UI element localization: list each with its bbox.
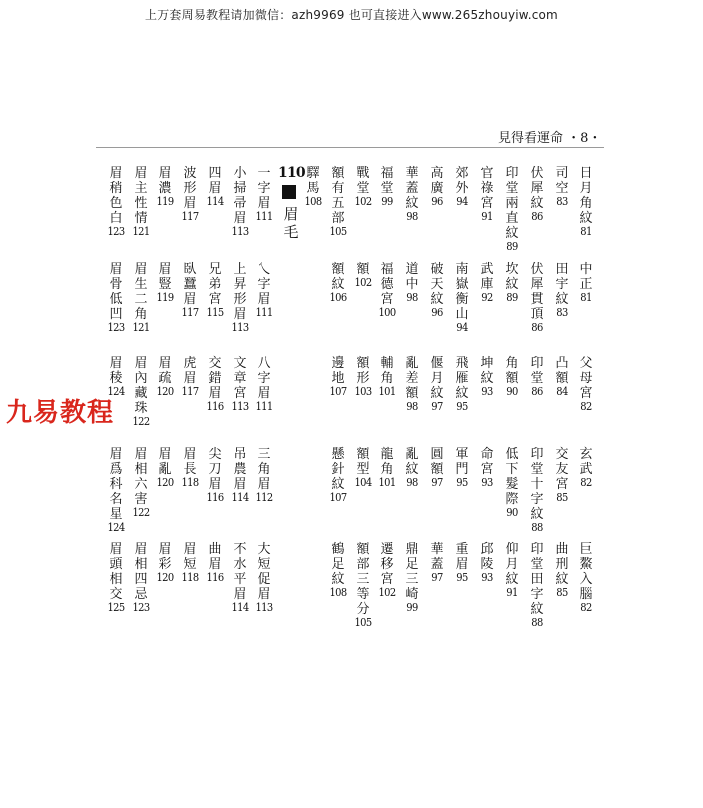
toc-entry-page: 124 <box>107 521 125 534</box>
toc-entry-title: 武 庫 <box>480 262 494 292</box>
toc-entry <box>154 356 176 398</box>
toc-entry <box>526 542 548 629</box>
toc-entry-title: 眉 彩 <box>158 542 172 572</box>
toc-entry-page: 101 <box>378 476 396 489</box>
toc-entry-title: 眉 濃 <box>158 166 172 196</box>
toc-entry-page: 95 <box>456 476 468 489</box>
toc-entry-title: 交 友 宮 <box>555 447 569 492</box>
toc-entry-page: 113 <box>231 225 249 238</box>
toc-entry-page: 86 <box>531 321 543 334</box>
toc-entry-title: 圓 額 <box>430 447 444 477</box>
toc-entry-page: 119 <box>156 291 174 304</box>
toc-entry-title: 額 部 三 等 分 <box>356 542 370 617</box>
toc-entry-page: 100 <box>378 306 396 319</box>
toc-entry-page: 116 <box>206 571 224 584</box>
toc-entry-title: 交 錯 眉 <box>208 356 222 401</box>
toc-entry-title: 不 水 平 眉 <box>233 542 247 602</box>
toc-entry-title: 眉 稍 色 白 <box>109 166 123 226</box>
toc-entry-title: 華 蓋 <box>430 542 444 572</box>
toc-entry-page: 108 <box>329 586 347 599</box>
toc-entry-page: 81 <box>580 225 592 238</box>
toc-entry-title: 郊 外 <box>455 166 469 196</box>
toc-entry-title: 鶴 足 紋 <box>331 542 345 587</box>
toc-entry-title: 印 堂 十 字 紋 <box>530 447 544 522</box>
toc-entry <box>476 542 498 584</box>
toc-entry-page: 116 <box>206 400 224 413</box>
toc-entry-title: 眉 主 性 情 <box>134 166 148 226</box>
toc-entry-title: 邱 陵 <box>480 542 494 572</box>
toc-entry-title: 眉 稜 <box>109 356 123 386</box>
toc-entry <box>426 447 448 489</box>
toc-entry-page: 83 <box>556 306 568 319</box>
toc-entry-title: 鼎 足 三 崎 <box>405 542 419 602</box>
toc-entry <box>204 166 226 208</box>
toc-entry-page: 118 <box>181 571 199 584</box>
toc-entry-title: 飛 雁 紋 <box>455 356 469 401</box>
toc-entry-title: 眉 相 六 害 <box>134 447 148 507</box>
toc-entry <box>376 447 398 489</box>
toc-entry <box>179 356 201 398</box>
toc-entry-title: 懸 針 紋 <box>331 447 345 492</box>
toc-entry-page: 111 <box>255 306 273 319</box>
toc-entry-page: 99 <box>381 195 393 208</box>
toc-entry-title: 眉 頭 相 交 <box>109 542 123 602</box>
toc-entry <box>179 447 201 489</box>
toc-entry-title: 眉 相 四 忌 <box>134 542 148 602</box>
toc-entry-page: 86 <box>531 210 543 223</box>
toc-entry <box>302 166 324 208</box>
toc-entry-page: 107 <box>329 385 347 398</box>
toc-entry-page: 91 <box>506 586 518 599</box>
chapter-number: 110 <box>278 165 305 181</box>
toc-entry <box>352 447 374 489</box>
toc-entry-title: 乀 字 眉 <box>257 262 271 307</box>
toc-entry-title: 眉 內 藏 珠 <box>134 356 148 416</box>
toc-entry-title: 尖 刀 眉 <box>208 447 222 492</box>
toc-entry-title: 眉 生 二 角 <box>134 262 148 322</box>
toc-entry-page: 83 <box>556 195 568 208</box>
toc-entry-title: 四 眉 <box>208 166 222 196</box>
toc-entry-page: 106 <box>329 291 347 304</box>
toc-entry-page: 89 <box>506 240 518 253</box>
toc-entry-page: 98 <box>406 291 418 304</box>
toc-entry-page: 96 <box>431 195 443 208</box>
toc-entry-title: 坤 紋 <box>480 356 494 386</box>
toc-entry <box>551 356 573 398</box>
toc-entry-page: 90 <box>506 506 518 519</box>
toc-entry <box>401 447 423 489</box>
toc-entry-page: 102 <box>354 195 372 208</box>
toc-entry-title: 上 昇 形 眉 <box>233 262 247 322</box>
toc-entry <box>526 356 548 398</box>
header-rule <box>96 147 604 148</box>
toc-entry-page: 94 <box>456 195 468 208</box>
toc-entry <box>451 447 473 489</box>
toc-entry-title: 伏 犀 貫 頂 <box>530 262 544 322</box>
toc-entry-page: 114 <box>206 195 224 208</box>
toc-entry <box>401 542 423 614</box>
toc-entry-page: 115 <box>206 306 224 319</box>
toc-entry <box>501 356 523 398</box>
toc-entry-title: 官 祿 宮 <box>480 166 494 211</box>
toc-entry <box>229 542 251 614</box>
toc-entry <box>376 262 398 319</box>
toc-entry-title: 伏 犀 紋 <box>530 166 544 211</box>
toc-entry-page: 93 <box>481 571 493 584</box>
toc-entry-title: 文 章 宮 <box>233 356 247 401</box>
toc-entry <box>551 542 573 599</box>
toc-entry-page: 121 <box>132 225 150 238</box>
toc-entry-page: 85 <box>556 491 568 504</box>
toc-entry-title: 玄 武 <box>579 447 593 477</box>
toc-entry-title: 虎 眉 <box>183 356 197 386</box>
toc-entry-title: 軍 門 <box>455 447 469 477</box>
toc-entry-page: 84 <box>556 385 568 398</box>
toc-entry-page: 119 <box>156 195 174 208</box>
toc-entry <box>476 447 498 489</box>
toc-entry-title: 破 天 紋 <box>430 262 444 307</box>
toc-entry-page: 113 <box>255 601 273 614</box>
toc-entry-title: 眉 豎 <box>158 262 172 292</box>
toc-entry <box>401 356 423 413</box>
toc-entry-title: 三 角 眉 <box>257 447 271 492</box>
toc-entry <box>526 166 548 223</box>
toc-entry-page: 95 <box>456 400 468 413</box>
toc-entry <box>105 542 127 614</box>
toc-entry <box>551 166 573 208</box>
toc-entry <box>179 262 201 319</box>
toc-entry <box>253 166 275 223</box>
toc-entry-title: 日 月 角 紋 <box>579 166 593 226</box>
toc-entry <box>229 166 251 238</box>
toc-entry <box>575 356 597 413</box>
toc-entry-title: 坎 紋 <box>505 262 519 292</box>
toc-entry <box>154 542 176 584</box>
toc-entry <box>327 542 349 599</box>
toc-entry-page: 111 <box>255 400 273 413</box>
toc-entry <box>501 262 523 304</box>
toc-entry-page: 117 <box>181 385 199 398</box>
toc-entry-page: 82 <box>580 601 592 614</box>
toc-entry-title: 命 宮 <box>480 447 494 477</box>
toc-entry <box>526 262 548 334</box>
toc-entry-title: 龍 角 <box>380 447 394 477</box>
toc-entry-page: 114 <box>231 601 249 614</box>
toc-entry <box>476 262 498 304</box>
toc-entry <box>253 356 275 413</box>
toc-entry-page: 90 <box>506 385 518 398</box>
toc-entry-page: 91 <box>481 210 493 223</box>
toc-entry-title: 福 堂 <box>380 166 394 196</box>
toc-entry-page: 86 <box>531 385 543 398</box>
toc-entry-title: 福 德 宮 <box>380 262 394 307</box>
toc-entry-page: 98 <box>406 476 418 489</box>
toc-entry <box>229 447 251 504</box>
toc-entry-page: 107 <box>329 491 347 504</box>
toc-entry <box>204 542 226 584</box>
toc-entry <box>154 262 176 304</box>
toc-entry-page: 113 <box>231 400 249 413</box>
toc-entry <box>376 356 398 398</box>
toc-entry <box>426 166 448 208</box>
toc-entry <box>253 542 275 614</box>
toc-entry-page: 97 <box>431 476 443 489</box>
toc-entry <box>229 356 251 413</box>
toc-entry <box>551 447 573 504</box>
chapter-marker-square <box>282 185 296 199</box>
toc-entry <box>501 542 523 599</box>
toc-entry <box>575 447 597 489</box>
toc-entry-title: 亂 差 額 <box>405 356 419 401</box>
toc-entry-title: 波 形 眉 <box>183 166 197 211</box>
toc-entry-title: 戰 堂 <box>356 166 370 196</box>
toc-entry-page: 112 <box>255 491 273 504</box>
toc-entry-title: 額 紋 <box>331 262 345 292</box>
toc-entry-title: 眉 骨 低 凹 <box>109 262 123 322</box>
toc-entry-title: 額 有 五 部 <box>331 166 345 226</box>
toc-entry-title: 南 嶽 衡 山 <box>455 262 469 322</box>
toc-entry-page: 120 <box>156 571 174 584</box>
toc-entry-title: 八 字 眉 <box>257 356 271 401</box>
toc-entry-title: 道 中 <box>405 262 419 292</box>
toc-entry-title: 印 堂 田 字 紋 <box>530 542 544 617</box>
toc-entry-page: 123 <box>107 225 125 238</box>
toc-entry <box>426 542 448 584</box>
toc-entry-page: 92 <box>481 291 493 304</box>
toc-entry-page: 82 <box>580 476 592 489</box>
toc-entry-page: 98 <box>406 210 418 223</box>
toc-entry-page: 123 <box>132 601 150 614</box>
watermark-logo: 九易教程 <box>6 398 115 428</box>
toc-entry-page: 120 <box>156 476 174 489</box>
toc-entry-page: 94 <box>456 321 468 334</box>
toc-entry <box>352 166 374 208</box>
toc-entry-page: 105 <box>329 225 347 238</box>
toc-entry <box>327 447 349 504</box>
toc-entry-page: 104 <box>354 476 372 489</box>
toc-entry <box>451 166 473 208</box>
toc-entry-page: 120 <box>156 385 174 398</box>
toc-entry-page: 82 <box>580 400 592 413</box>
toc-entry-title: 眉 亂 <box>158 447 172 477</box>
toc-entry-page: 95 <box>456 571 468 584</box>
toc-entry-page: 113 <box>231 321 249 334</box>
toc-entry-title: 低 下 髮 際 <box>505 447 519 507</box>
toc-entry-title: 巨 鰲 入 腦 <box>579 542 593 602</box>
toc-entry <box>501 447 523 519</box>
toc-entry <box>575 542 597 614</box>
toc-entry-title: 大 短 促 眉 <box>257 542 271 602</box>
toc-entry-title: 印 堂 <box>530 356 544 386</box>
toc-entry <box>253 447 275 504</box>
toc-entry <box>253 262 275 319</box>
toc-entry-title: 中 正 <box>579 262 593 292</box>
toc-entry-title: 田 宇 紋 <box>555 262 569 307</box>
toc-entry <box>204 447 226 504</box>
toc-entry-title: 重 眉 <box>455 542 469 572</box>
toc-entry-page: 93 <box>481 476 493 489</box>
toc-entry-page: 117 <box>181 306 199 319</box>
toc-entry-title: 邊 地 <box>331 356 345 386</box>
toc-entry-title: 遷 移 宮 <box>380 542 394 587</box>
toc-entry-title: 高 廣 <box>430 166 444 196</box>
toc-entry <box>501 166 523 253</box>
top-banner: 上万套周易教程请加微信：azh9969 也可直接进入www.265zhouyiw.com <box>145 8 558 22</box>
toc-entry-title: 亂 紋 <box>405 447 419 477</box>
toc-entry-page: 99 <box>406 601 418 614</box>
chapter-title-text: 眉 毛 <box>283 205 299 241</box>
toc-entry-page: 103 <box>354 385 372 398</box>
toc-entry <box>327 262 349 304</box>
toc-entry-page: 96 <box>431 306 443 319</box>
toc-entry <box>204 262 226 319</box>
toc-entry-title: 眉 短 <box>183 542 197 572</box>
toc-entry-title: 眉 長 <box>183 447 197 477</box>
toc-entry <box>179 542 201 584</box>
toc-entry-page: 81 <box>580 291 592 304</box>
toc-entry <box>575 262 597 304</box>
toc-entry <box>105 262 127 334</box>
toc-entry-title: 吊 農 眉 <box>233 447 247 492</box>
toc-entry <box>575 166 597 238</box>
toc-entry-page: 102 <box>378 586 396 599</box>
toc-entry <box>451 262 473 334</box>
toc-entry-title: 驛 馬 <box>306 166 320 196</box>
toc-entry-page: 85 <box>556 586 568 599</box>
toc-entry <box>130 447 152 519</box>
toc-entry-title: 眉 疏 <box>158 356 172 386</box>
toc-entry <box>130 356 152 428</box>
toc-entry <box>526 447 548 534</box>
toc-entry-title: 小 掃 帚 眉 <box>233 166 247 226</box>
toc-entry-page: 108 <box>304 195 322 208</box>
toc-entry-page: 88 <box>531 616 543 629</box>
toc-entry-title: 曲 刑 紋 <box>555 542 569 587</box>
toc-entry <box>352 262 374 289</box>
toc-entry <box>229 262 251 334</box>
toc-entry-page: 97 <box>431 571 443 584</box>
toc-entry <box>451 542 473 584</box>
toc-entry-page: 111 <box>255 210 273 223</box>
toc-entry-page: 125 <box>107 601 125 614</box>
toc-entry-title: 曲 眉 <box>208 542 222 572</box>
toc-entry-title: 臥 蠶 眉 <box>183 262 197 307</box>
toc-entry-page: 102 <box>354 276 372 289</box>
toc-entry <box>130 542 152 614</box>
toc-entry-page: 97 <box>431 400 443 413</box>
toc-entry-title: 額 <box>356 262 370 277</box>
toc-entry <box>327 356 349 398</box>
toc-entry <box>376 166 398 208</box>
toc-entry-page: 101 <box>378 385 396 398</box>
toc-entry-page: 98 <box>406 400 418 413</box>
toc-entry-page: 116 <box>206 491 224 504</box>
toc-entry-page: 124 <box>107 385 125 398</box>
toc-entry <box>130 166 152 238</box>
toc-entry <box>352 356 374 398</box>
toc-entry <box>401 262 423 304</box>
toc-entry-page: 123 <box>107 321 125 334</box>
toc-entry-title: 父 母 宮 <box>579 356 593 401</box>
toc-entry <box>327 166 349 238</box>
toc-entry <box>105 447 127 534</box>
toc-entry-page: 122 <box>132 415 150 428</box>
toc-entry <box>154 447 176 489</box>
toc-entry-title: 角 額 <box>505 356 519 386</box>
toc-entry <box>451 356 473 413</box>
toc-entry-title: 仰 月 紋 <box>505 542 519 587</box>
toc-entry-title: 輔 角 <box>380 356 394 386</box>
toc-entry <box>376 542 398 599</box>
toc-entry <box>105 166 127 238</box>
toc-entry-title: 眉 爲 科 名 星 <box>109 447 123 522</box>
toc-entry-page: 122 <box>132 506 150 519</box>
toc-entry <box>476 166 498 223</box>
toc-entry-title: 印 堂 兩 直 紋 <box>505 166 519 241</box>
toc-entry-page: 118 <box>181 476 199 489</box>
toc-entry <box>551 262 573 319</box>
toc-entry <box>154 166 176 208</box>
toc-entry-page: 105 <box>354 616 372 629</box>
toc-entry <box>476 356 498 398</box>
chapter-title <box>280 205 302 241</box>
toc-entry-page: 121 <box>132 321 150 334</box>
running-header: 見得看運命 ・8・ <box>498 131 602 146</box>
toc-entry <box>352 542 374 629</box>
toc-entry <box>426 262 448 319</box>
toc-entry-title: 一 字 眉 <box>257 166 271 211</box>
toc-entry-title: 額 形 <box>356 356 370 386</box>
toc-entry-page: 93 <box>481 385 493 398</box>
toc-entry-title: 兄 弟 宮 <box>208 262 222 307</box>
toc-entry <box>179 166 201 223</box>
toc-entry-title: 華 蓋 紋 <box>405 166 419 211</box>
toc-entry-title: 偃 月 紋 <box>430 356 444 401</box>
toc-entry-page: 88 <box>531 521 543 534</box>
toc-entry-title: 額 型 <box>356 447 370 477</box>
toc-entry-page: 89 <box>506 291 518 304</box>
toc-entry <box>426 356 448 413</box>
toc-entry <box>204 356 226 413</box>
toc-entry <box>401 166 423 223</box>
toc-entry-page: 117 <box>181 210 199 223</box>
toc-entry-title: 凸 額 <box>555 356 569 386</box>
toc-entry <box>130 262 152 334</box>
toc-entry-page: 114 <box>231 491 249 504</box>
toc-entry-title: 司 空 <box>555 166 569 196</box>
